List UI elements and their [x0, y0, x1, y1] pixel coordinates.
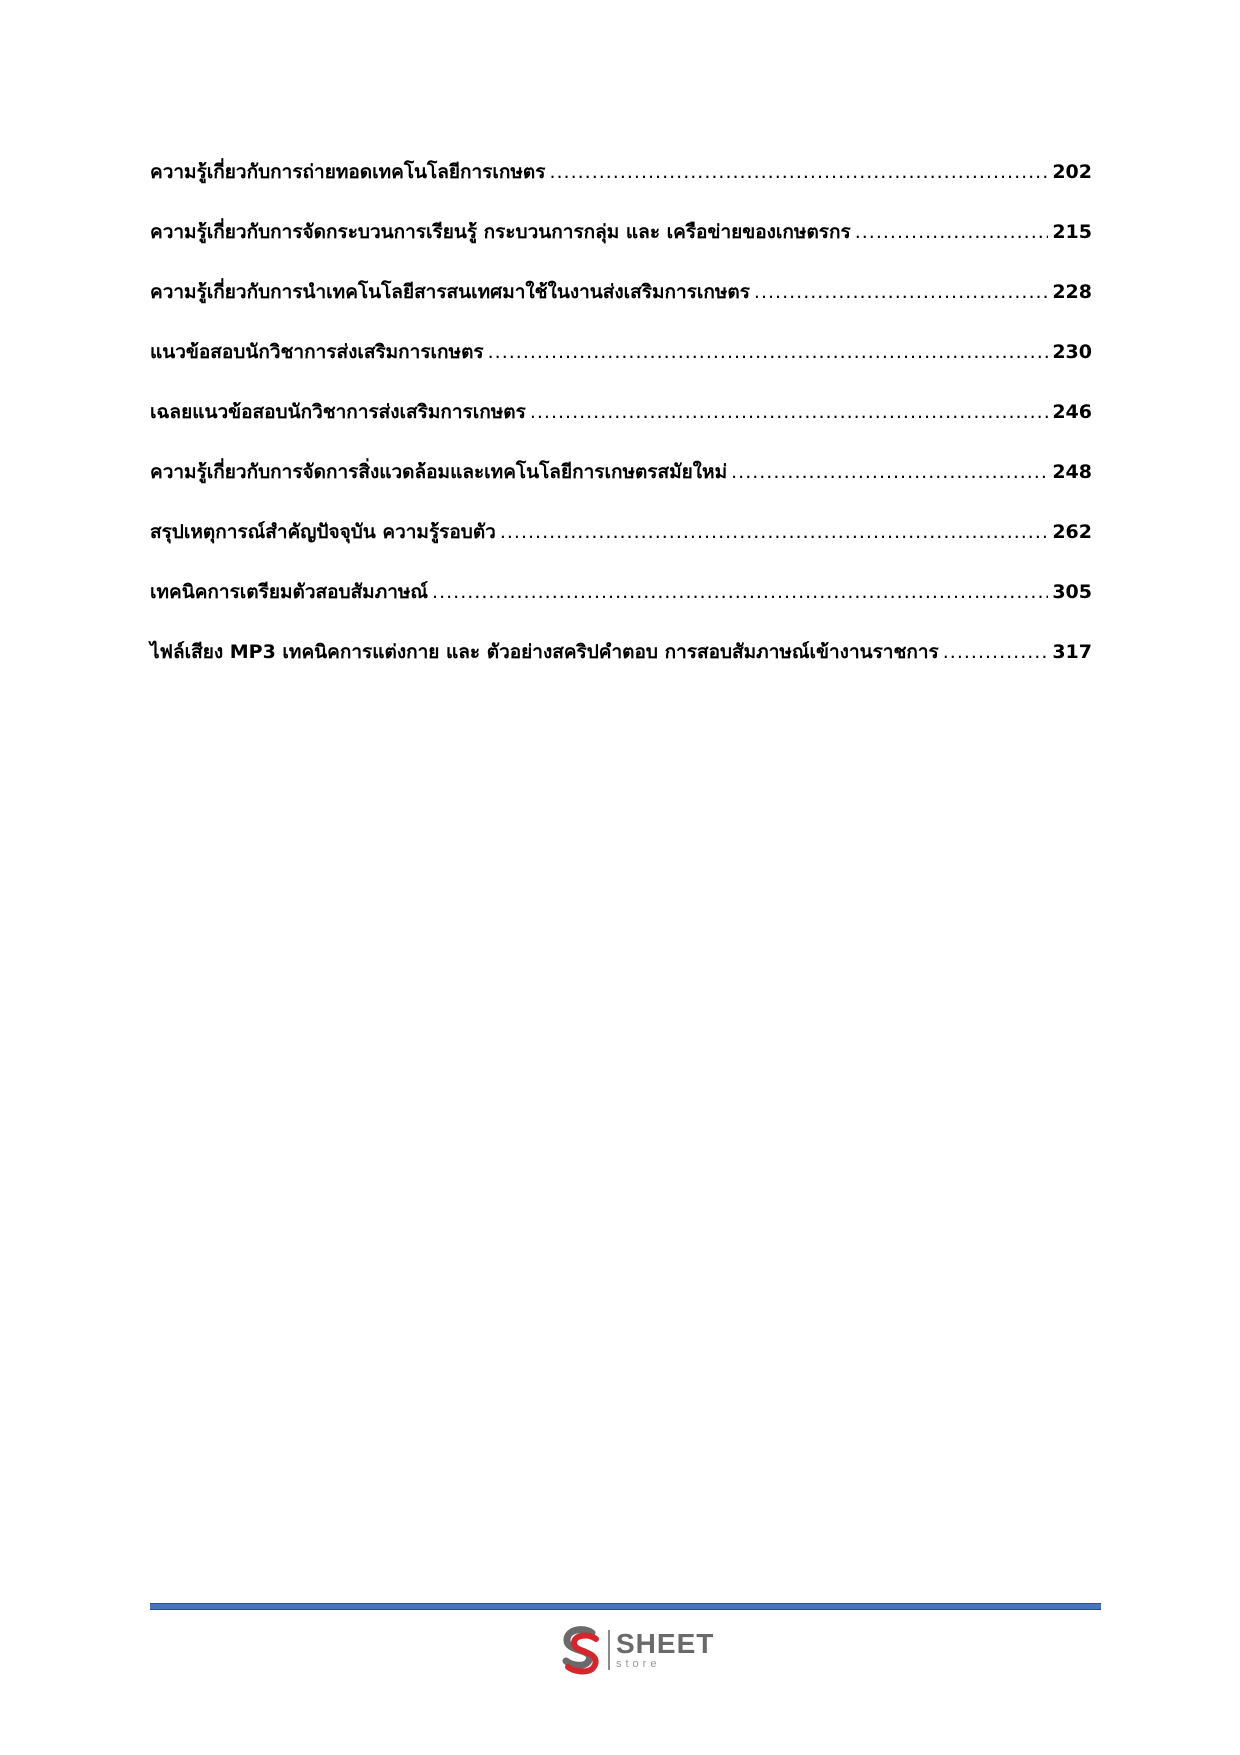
- toc-entry-title: แนวข้อสอบนักวิชาการส่งเสริมการเกษตร: [150, 341, 484, 363]
- toc-entry-page: 246: [1052, 401, 1092, 423]
- toc-entry[interactable]: [150, 150, 1092, 210]
- toc-entry-title: ไฟล์เสียง MP3 เทคนิคการแต่งกาย และ ตัวอย่างสคริปคำตอบ การสอบสัมภาษณ์เข้างานราชการ: [150, 641, 939, 663]
- sheet-store-s-icon: [558, 1625, 604, 1675]
- toc-entry-page: 215: [1052, 221, 1092, 243]
- table-of-contents: [150, 150, 1092, 690]
- toc-entry-page: 248: [1052, 461, 1092, 483]
- toc-entry[interactable]: [150, 630, 1092, 690]
- toc-entry-page: 228: [1052, 281, 1092, 303]
- toc-entry-page: 230: [1052, 341, 1092, 363]
- toc-entry[interactable]: [150, 390, 1092, 450]
- toc-entry-page: 202: [1052, 161, 1092, 183]
- toc-dot-leader: [530, 390, 1049, 434]
- toc-entry-title: เฉลยแนวข้อสอบนักวิชาการส่งเสริมการเกษตร: [150, 401, 526, 423]
- logo-word: SHEET: [616, 1628, 715, 1659]
- toc-entry-title: เทคนิคการเตรียมตัวสอบสัมภาษณ์: [150, 581, 429, 603]
- toc-dot-leader: [488, 330, 1049, 374]
- toc-entry-page: 317: [1052, 641, 1092, 663]
- toc-entry-page: 262: [1052, 521, 1092, 543]
- toc-dot-leader: [432, 570, 1048, 614]
- toc-dot-leader: [943, 630, 1049, 674]
- toc-entry[interactable]: [150, 270, 1092, 330]
- toc-dot-leader: [500, 510, 1048, 554]
- toc-entry-title: ความรู้เกี่ยวกับการถ่ายทอดเทคโนโลยีการเกษตร: [150, 161, 546, 183]
- toc-entry[interactable]: [150, 450, 1092, 510]
- toc-entry-title: ความรู้เกี่ยวกับการนำเทคโนโลยีสารสนเทศมาใช้ในงานส่งเสริมการเกษตร: [150, 281, 750, 303]
- logo-text: [616, 1630, 714, 1670]
- toc-entry[interactable]: [150, 330, 1092, 390]
- toc-entry[interactable]: [150, 510, 1092, 570]
- toc-dot-leader: [754, 270, 1048, 314]
- logo-subword: store: [616, 1658, 661, 1670]
- toc-entry[interactable]: [150, 210, 1092, 270]
- toc-entry-title: ความรู้เกี่ยวกับการจัดการสิ่งแวดล้อมและเทคโนโลยีการเกษตรสมัยใหม่: [150, 461, 728, 483]
- toc-dot-leader: [731, 450, 1048, 494]
- toc-entry[interactable]: [150, 570, 1092, 630]
- footer-rule: [150, 1603, 1101, 1610]
- toc-entry-title: ความรู้เกี่ยวกับการจัดกระบวนการเรียนรู้ กระบวนการกลุ่ม และ เครือข่ายของเกษตรกร: [150, 221, 851, 243]
- toc-dot-leader: [855, 210, 1049, 254]
- toc-entry-page: 305: [1052, 581, 1092, 603]
- logo-divider: [608, 1630, 610, 1670]
- toc-entry-title: สรุปเหตุการณ์สำคัญปัจจุบัน ความรู้รอบตัว: [150, 521, 496, 543]
- toc-dot-leader: [549, 150, 1048, 194]
- sheet-store-logo: [558, 1625, 714, 1675]
